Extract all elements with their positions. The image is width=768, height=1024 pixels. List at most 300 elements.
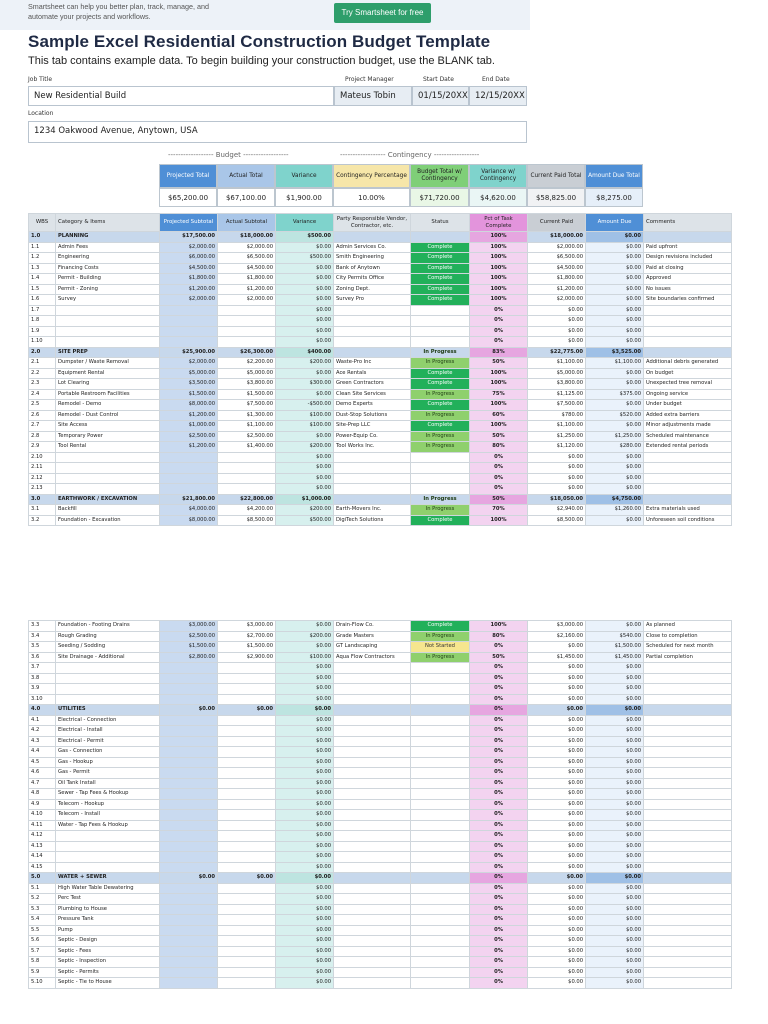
pct-cell[interactable]: 0% bbox=[470, 789, 528, 800]
variance-cell[interactable]: $0.00 bbox=[276, 284, 334, 295]
pct-cell[interactable]: 0% bbox=[470, 663, 528, 674]
actual-cell[interactable]: $8,500.00 bbox=[218, 515, 276, 526]
due-cell[interactable]: $0.00 bbox=[586, 862, 644, 873]
party-cell[interactable]: Dust-Stop Solutions bbox=[334, 410, 411, 421]
item-cell[interactable]: Septic - Inspection bbox=[56, 957, 160, 968]
paid-cell[interactable]: $0.00 bbox=[528, 810, 586, 821]
comments-cell[interactable] bbox=[644, 715, 732, 726]
comments-cell[interactable] bbox=[644, 862, 732, 873]
due-cell[interactable]: $0.00 bbox=[586, 316, 644, 327]
paid-cell[interactable]: $18,000.00 bbox=[528, 232, 586, 243]
pct-cell[interactable]: 0% bbox=[470, 768, 528, 779]
due-cell[interactable]: $0.00 bbox=[586, 946, 644, 957]
projected-cell[interactable]: $2,800.00 bbox=[160, 652, 218, 663]
due-cell[interactable]: $0.00 bbox=[586, 274, 644, 285]
comments-cell[interactable] bbox=[644, 757, 732, 768]
pct-cell[interactable]: 0% bbox=[470, 799, 528, 810]
wbs-cell[interactable]: 2.10 bbox=[29, 452, 56, 463]
item-cell[interactable]: Foundation - Footing Drains bbox=[56, 621, 160, 632]
variance-cell[interactable]: $0.00 bbox=[276, 642, 334, 653]
projected-cell[interactable] bbox=[160, 757, 218, 768]
item-cell[interactable]: Permit - Building bbox=[56, 274, 160, 285]
due-cell[interactable]: $0.00 bbox=[586, 915, 644, 926]
status-cell[interactable]: Not Started bbox=[411, 642, 470, 653]
due-cell[interactable]: $0.00 bbox=[586, 621, 644, 632]
due-cell[interactable]: $0.00 bbox=[586, 936, 644, 947]
due-cell[interactable]: $0.00 bbox=[586, 978, 644, 989]
paid-cell[interactable]: $780.00 bbox=[528, 410, 586, 421]
paid-cell[interactable]: $1,100.00 bbox=[528, 358, 586, 369]
actual-cell[interactable] bbox=[218, 978, 276, 989]
wbs-cell[interactable]: 2.1 bbox=[29, 358, 56, 369]
due-cell[interactable]: $0.00 bbox=[586, 473, 644, 484]
status-cell[interactable] bbox=[411, 810, 470, 821]
actual-cell[interactable]: $1,800.00 bbox=[218, 274, 276, 285]
item-cell[interactable] bbox=[56, 452, 160, 463]
comments-cell[interactable]: Paid at closing bbox=[644, 263, 732, 274]
item-cell[interactable]: Permit - Zoning bbox=[56, 284, 160, 295]
comments-cell[interactable] bbox=[644, 673, 732, 684]
comments-cell[interactable] bbox=[644, 316, 732, 327]
paid-cell[interactable]: $2,160.00 bbox=[528, 631, 586, 642]
party-cell[interactable] bbox=[334, 337, 411, 348]
party-cell[interactable] bbox=[334, 894, 411, 905]
item-cell[interactable]: Telecom - Hookup bbox=[56, 799, 160, 810]
projected-cell[interactable] bbox=[160, 726, 218, 737]
variance-cell[interactable]: $100.00 bbox=[276, 410, 334, 421]
status-cell[interactable] bbox=[411, 967, 470, 978]
item-cell[interactable]: Septic - Fees bbox=[56, 946, 160, 957]
comments-cell[interactable] bbox=[644, 726, 732, 737]
projected-cell[interactable] bbox=[160, 799, 218, 810]
item-cell[interactable]: Water - Tap Fees & Hookup bbox=[56, 820, 160, 831]
due-cell[interactable]: $280.00 bbox=[586, 442, 644, 453]
actual-cell[interactable] bbox=[218, 946, 276, 957]
party-cell[interactable] bbox=[334, 232, 411, 243]
comments-cell[interactable] bbox=[644, 305, 732, 316]
item-cell[interactable]: UTILITIES bbox=[56, 705, 160, 716]
actual-cell[interactable]: $18,000.00 bbox=[218, 232, 276, 243]
due-cell[interactable]: $1,250.00 bbox=[586, 431, 644, 442]
comments-cell[interactable] bbox=[644, 841, 732, 852]
projected-cell[interactable]: $4,000.00 bbox=[160, 505, 218, 516]
projected-cell[interactable] bbox=[160, 747, 218, 758]
due-cell[interactable]: $375.00 bbox=[586, 389, 644, 400]
pct-cell[interactable]: 100% bbox=[470, 368, 528, 379]
variance-cell[interactable]: $0.00 bbox=[276, 925, 334, 936]
item-cell[interactable]: SITE PREP bbox=[56, 347, 160, 358]
comments-cell[interactable]: As planned bbox=[644, 621, 732, 632]
due-cell[interactable]: $0.00 bbox=[586, 768, 644, 779]
paid-cell[interactable]: $0.00 bbox=[528, 936, 586, 947]
item-cell[interactable]: High Water Table Dewatering bbox=[56, 883, 160, 894]
item-cell[interactable]: Gas - Permit bbox=[56, 768, 160, 779]
pct-cell[interactable]: 0% bbox=[470, 484, 528, 495]
item-cell[interactable] bbox=[56, 862, 160, 873]
paid-cell[interactable]: $0.00 bbox=[528, 799, 586, 810]
actual-cell[interactable]: $4,500.00 bbox=[218, 263, 276, 274]
pct-cell[interactable]: 0% bbox=[470, 305, 528, 316]
actual-cell[interactable] bbox=[218, 841, 276, 852]
status-cell[interactable] bbox=[411, 862, 470, 873]
wbs-cell[interactable]: 4.4 bbox=[29, 747, 56, 758]
item-cell[interactable] bbox=[56, 852, 160, 863]
pct-cell[interactable]: 0% bbox=[470, 967, 528, 978]
projected-cell[interactable] bbox=[160, 673, 218, 684]
location-field[interactable]: 1234 Oakwood Avenue, Anytown, USA bbox=[28, 121, 527, 143]
variance-cell[interactable]: $0.00 bbox=[276, 862, 334, 873]
variance-cell[interactable]: $400.00 bbox=[276, 347, 334, 358]
due-cell[interactable]: $1,450.00 bbox=[586, 652, 644, 663]
actual-cell[interactable]: $1,500.00 bbox=[218, 389, 276, 400]
wbs-cell[interactable]: 4.15 bbox=[29, 862, 56, 873]
due-cell[interactable]: $0.00 bbox=[586, 305, 644, 316]
due-cell[interactable]: $0.00 bbox=[586, 957, 644, 968]
paid-cell[interactable]: $0.00 bbox=[528, 684, 586, 695]
wbs-cell[interactable]: 2.13 bbox=[29, 484, 56, 495]
status-cell[interactable] bbox=[411, 705, 470, 716]
variance-cell[interactable]: $0.00 bbox=[276, 831, 334, 842]
status-cell[interactable] bbox=[411, 894, 470, 905]
due-cell[interactable]: $0.00 bbox=[586, 663, 644, 674]
wbs-cell[interactable]: 3.9 bbox=[29, 684, 56, 695]
actual-cell[interactable]: $2,200.00 bbox=[218, 358, 276, 369]
due-cell[interactable]: $0.00 bbox=[586, 831, 644, 842]
end-date-field[interactable]: 12/15/20XX bbox=[469, 86, 527, 106]
variance-cell[interactable]: $0.00 bbox=[276, 957, 334, 968]
party-cell[interactable] bbox=[334, 789, 411, 800]
status-cell[interactable] bbox=[411, 694, 470, 705]
projected-cell[interactable]: $3,000.00 bbox=[160, 621, 218, 632]
comments-cell[interactable] bbox=[644, 978, 732, 989]
pct-cell[interactable]: 50% bbox=[470, 652, 528, 663]
projected-cell[interactable]: $2,000.00 bbox=[160, 358, 218, 369]
due-cell[interactable]: $0.00 bbox=[586, 515, 644, 526]
status-cell[interactable] bbox=[411, 778, 470, 789]
actual-cell[interactable] bbox=[218, 736, 276, 747]
due-cell[interactable]: $0.00 bbox=[586, 925, 644, 936]
projected-cell[interactable] bbox=[160, 841, 218, 852]
comments-cell[interactable] bbox=[644, 494, 732, 505]
actual-cell[interactable] bbox=[218, 820, 276, 831]
wbs-cell[interactable]: 5.7 bbox=[29, 946, 56, 957]
paid-cell[interactable]: $7,500.00 bbox=[528, 400, 586, 411]
pct-cell[interactable]: 100% bbox=[470, 621, 528, 632]
paid-cell[interactable]: $0.00 bbox=[528, 904, 586, 915]
due-cell[interactable]: $0.00 bbox=[586, 726, 644, 737]
item-cell[interactable]: Gas - Hookup bbox=[56, 757, 160, 768]
variance-cell[interactable]: $0.00 bbox=[276, 820, 334, 831]
item-cell[interactable]: Perc Test bbox=[56, 894, 160, 905]
variance-cell[interactable]: $100.00 bbox=[276, 652, 334, 663]
item-cell[interactable] bbox=[56, 463, 160, 474]
projected-cell[interactable] bbox=[160, 852, 218, 863]
status-cell[interactable]: Complete bbox=[411, 274, 470, 285]
party-cell[interactable] bbox=[334, 957, 411, 968]
pct-cell[interactable]: 0% bbox=[470, 747, 528, 758]
due-cell[interactable]: $0.00 bbox=[586, 484, 644, 495]
party-cell[interactable] bbox=[334, 820, 411, 831]
due-cell[interactable]: $0.00 bbox=[586, 337, 644, 348]
pct-cell[interactable]: 75% bbox=[470, 389, 528, 400]
status-cell[interactable] bbox=[411, 768, 470, 779]
status-cell[interactable] bbox=[411, 757, 470, 768]
party-cell[interactable] bbox=[334, 946, 411, 957]
paid-cell[interactable]: $0.00 bbox=[528, 673, 586, 684]
actual-cell[interactable] bbox=[218, 473, 276, 484]
party-cell[interactable] bbox=[334, 883, 411, 894]
item-cell[interactable]: Engineering bbox=[56, 253, 160, 264]
actual-cell[interactable]: $26,300.00 bbox=[218, 347, 276, 358]
variance-cell[interactable]: $500.00 bbox=[276, 515, 334, 526]
job-title-field[interactable]: New Residential Build bbox=[28, 86, 334, 106]
projected-cell[interactable]: $1,200.00 bbox=[160, 410, 218, 421]
actual-cell[interactable] bbox=[218, 757, 276, 768]
item-cell[interactable]: Pump bbox=[56, 925, 160, 936]
comments-cell[interactable] bbox=[644, 232, 732, 243]
projected-cell[interactable] bbox=[160, 978, 218, 989]
comments-cell[interactable] bbox=[644, 694, 732, 705]
party-cell[interactable] bbox=[334, 726, 411, 737]
item-cell[interactable]: Foundation - Excavation bbox=[56, 515, 160, 526]
pct-cell[interactable]: 0% bbox=[470, 452, 528, 463]
projected-cell[interactable]: $1,200.00 bbox=[160, 442, 218, 453]
due-cell[interactable]: $0.00 bbox=[586, 799, 644, 810]
party-cell[interactable] bbox=[334, 715, 411, 726]
projected-cell[interactable] bbox=[160, 452, 218, 463]
party-cell[interactable]: Aqua Flow Contractors bbox=[334, 652, 411, 663]
item-cell[interactable]: WATER + SEWER bbox=[56, 873, 160, 884]
due-cell[interactable]: $0.00 bbox=[586, 967, 644, 978]
item-cell[interactable]: Temporary Power bbox=[56, 431, 160, 442]
status-cell[interactable]: Complete bbox=[411, 621, 470, 632]
due-cell[interactable]: $0.00 bbox=[586, 684, 644, 695]
wbs-cell[interactable]: 2.5 bbox=[29, 400, 56, 411]
actual-cell[interactable] bbox=[218, 904, 276, 915]
party-cell[interactable] bbox=[334, 736, 411, 747]
status-cell[interactable] bbox=[411, 852, 470, 863]
projected-cell[interactable] bbox=[160, 663, 218, 674]
paid-cell[interactable]: $0.00 bbox=[528, 726, 586, 737]
variance-cell[interactable]: $0.00 bbox=[276, 799, 334, 810]
actual-cell[interactable]: $4,200.00 bbox=[218, 505, 276, 516]
item-cell[interactable] bbox=[56, 694, 160, 705]
status-cell[interactable] bbox=[411, 841, 470, 852]
pct-cell[interactable]: 0% bbox=[470, 925, 528, 936]
actual-cell[interactable] bbox=[218, 778, 276, 789]
status-cell[interactable] bbox=[411, 873, 470, 884]
wbs-cell[interactable]: 4.6 bbox=[29, 768, 56, 779]
projected-cell[interactable] bbox=[160, 925, 218, 936]
due-cell[interactable]: $0.00 bbox=[586, 379, 644, 390]
variance-cell[interactable]: $0.00 bbox=[276, 274, 334, 285]
party-cell[interactable]: Zoning Dept. bbox=[334, 284, 411, 295]
party-cell[interactable] bbox=[334, 463, 411, 474]
item-cell[interactable]: Electrical - Connection bbox=[56, 715, 160, 726]
comments-cell[interactable] bbox=[644, 326, 732, 337]
wbs-cell[interactable]: 3.0 bbox=[29, 494, 56, 505]
actual-cell[interactable] bbox=[218, 673, 276, 684]
projected-cell[interactable] bbox=[160, 831, 218, 842]
paid-cell[interactable]: $1,250.00 bbox=[528, 431, 586, 442]
paid-cell[interactable]: $1,100.00 bbox=[528, 421, 586, 432]
party-cell[interactable]: Site-Prep LLC bbox=[334, 421, 411, 432]
projected-cell[interactable]: $2,000.00 bbox=[160, 242, 218, 253]
party-cell[interactable] bbox=[334, 663, 411, 674]
variance-cell[interactable]: $0.00 bbox=[276, 337, 334, 348]
pct-cell[interactable]: 50% bbox=[470, 431, 528, 442]
comments-cell[interactable] bbox=[644, 883, 732, 894]
pct-cell[interactable]: 0% bbox=[470, 957, 528, 968]
project-manager-field[interactable]: Mateus Tobin bbox=[334, 86, 412, 106]
paid-cell[interactable]: $1,200.00 bbox=[528, 284, 586, 295]
wbs-cell[interactable]: 3.7 bbox=[29, 663, 56, 674]
status-cell[interactable] bbox=[411, 915, 470, 926]
status-cell[interactable]: In Progress bbox=[411, 652, 470, 663]
party-cell[interactable] bbox=[334, 915, 411, 926]
status-cell[interactable] bbox=[411, 673, 470, 684]
comments-cell[interactable] bbox=[644, 894, 732, 905]
paid-cell[interactable]: $1,125.00 bbox=[528, 389, 586, 400]
actual-cell[interactable]: $7,500.00 bbox=[218, 400, 276, 411]
pct-cell[interactable]: 50% bbox=[470, 494, 528, 505]
actual-cell[interactable] bbox=[218, 925, 276, 936]
comments-cell[interactable]: Scheduled maintenance bbox=[644, 431, 732, 442]
status-cell[interactable] bbox=[411, 463, 470, 474]
paid-cell[interactable]: $2,940.00 bbox=[528, 505, 586, 516]
variance-cell[interactable]: $0.00 bbox=[276, 705, 334, 716]
party-cell[interactable] bbox=[334, 705, 411, 716]
paid-cell[interactable]: $0.00 bbox=[528, 946, 586, 957]
party-cell[interactable] bbox=[334, 873, 411, 884]
variance-cell[interactable]: $0.00 bbox=[276, 326, 334, 337]
status-cell[interactable] bbox=[411, 305, 470, 316]
comments-cell[interactable] bbox=[644, 473, 732, 484]
wbs-cell[interactable]: 3.10 bbox=[29, 694, 56, 705]
party-cell[interactable] bbox=[334, 799, 411, 810]
comments-cell[interactable]: Minor adjustments made bbox=[644, 421, 732, 432]
comments-cell[interactable] bbox=[644, 347, 732, 358]
pct-cell[interactable]: 80% bbox=[470, 442, 528, 453]
pct-cell[interactable]: 0% bbox=[470, 705, 528, 716]
party-cell[interactable] bbox=[334, 778, 411, 789]
pct-cell[interactable]: 0% bbox=[470, 715, 528, 726]
actual-cell[interactable] bbox=[218, 694, 276, 705]
variance-cell[interactable]: $0.00 bbox=[276, 810, 334, 821]
comments-cell[interactable]: Site boundaries confirmed bbox=[644, 295, 732, 306]
paid-cell[interactable]: $4,500.00 bbox=[528, 263, 586, 274]
due-cell[interactable]: $0.00 bbox=[586, 253, 644, 264]
actual-cell[interactable]: $1,500.00 bbox=[218, 642, 276, 653]
variance-cell[interactable]: $0.00 bbox=[276, 883, 334, 894]
paid-cell[interactable]: $0.00 bbox=[528, 820, 586, 831]
status-cell[interactable] bbox=[411, 736, 470, 747]
wbs-cell[interactable]: 5.10 bbox=[29, 978, 56, 989]
item-cell[interactable]: Gas - Connection bbox=[56, 747, 160, 758]
projected-cell[interactable] bbox=[160, 316, 218, 327]
variance-cell[interactable]: $200.00 bbox=[276, 505, 334, 516]
variance-cell[interactable]: $0.00 bbox=[276, 452, 334, 463]
wbs-cell[interactable]: 2.11 bbox=[29, 463, 56, 474]
due-cell[interactable]: $540.00 bbox=[586, 631, 644, 642]
item-cell[interactable] bbox=[56, 316, 160, 327]
party-cell[interactable] bbox=[334, 452, 411, 463]
status-cell[interactable] bbox=[411, 936, 470, 947]
comments-cell[interactable]: Approved bbox=[644, 274, 732, 285]
comments-cell[interactable]: Paid upfront bbox=[644, 242, 732, 253]
item-cell[interactable]: Pressure Tank bbox=[56, 915, 160, 926]
party-cell[interactable]: Green Contractors bbox=[334, 379, 411, 390]
variance-cell[interactable]: $0.00 bbox=[276, 684, 334, 695]
projected-cell[interactable]: $2,500.00 bbox=[160, 631, 218, 642]
party-cell[interactable] bbox=[334, 694, 411, 705]
wbs-cell[interactable]: 3.4 bbox=[29, 631, 56, 642]
pct-cell[interactable]: 0% bbox=[470, 883, 528, 894]
actual-cell[interactable] bbox=[218, 915, 276, 926]
variance-cell[interactable]: $200.00 bbox=[276, 358, 334, 369]
item-cell[interactable] bbox=[56, 831, 160, 842]
paid-cell[interactable]: $0.00 bbox=[528, 694, 586, 705]
party-cell[interactable]: Smith Engineering bbox=[334, 253, 411, 264]
wbs-cell[interactable]: 5.2 bbox=[29, 894, 56, 905]
pct-cell[interactable]: 0% bbox=[470, 946, 528, 957]
variance-cell[interactable]: $200.00 bbox=[276, 631, 334, 642]
actual-cell[interactable]: $1,200.00 bbox=[218, 284, 276, 295]
pct-cell[interactable]: 0% bbox=[470, 820, 528, 831]
item-cell[interactable] bbox=[56, 663, 160, 674]
paid-cell[interactable]: $1,800.00 bbox=[528, 274, 586, 285]
paid-cell[interactable]: $8,500.00 bbox=[528, 515, 586, 526]
wbs-cell[interactable]: 4.9 bbox=[29, 799, 56, 810]
party-cell[interactable] bbox=[334, 831, 411, 842]
status-cell[interactable]: Complete bbox=[411, 379, 470, 390]
wbs-cell[interactable]: 4.1 bbox=[29, 715, 56, 726]
variance-cell[interactable]: $0.00 bbox=[276, 242, 334, 253]
actual-cell[interactable] bbox=[218, 810, 276, 821]
status-cell[interactable]: Complete bbox=[411, 284, 470, 295]
variance-cell[interactable]: $0.00 bbox=[276, 316, 334, 327]
wbs-cell[interactable]: 1.5 bbox=[29, 284, 56, 295]
due-cell[interactable]: $0.00 bbox=[586, 705, 644, 716]
wbs-cell[interactable]: 3.2 bbox=[29, 515, 56, 526]
comments-cell[interactable] bbox=[644, 778, 732, 789]
pct-cell[interactable]: 0% bbox=[470, 757, 528, 768]
actual-cell[interactable] bbox=[218, 463, 276, 474]
pct-cell[interactable]: 60% bbox=[470, 410, 528, 421]
projected-cell[interactable] bbox=[160, 862, 218, 873]
comments-cell[interactable] bbox=[644, 810, 732, 821]
comments-cell[interactable]: Unexpected tree removal bbox=[644, 379, 732, 390]
item-cell[interactable]: Survey bbox=[56, 295, 160, 306]
due-cell[interactable]: $0.00 bbox=[586, 820, 644, 831]
due-cell[interactable]: $0.00 bbox=[586, 295, 644, 306]
actual-cell[interactable] bbox=[218, 316, 276, 327]
variance-cell[interactable]: $0.00 bbox=[276, 389, 334, 400]
item-cell[interactable]: Septic - Tie to House bbox=[56, 978, 160, 989]
variance-cell[interactable]: $0.00 bbox=[276, 757, 334, 768]
variance-cell[interactable]: $0.00 bbox=[276, 726, 334, 737]
due-cell[interactable]: $0.00 bbox=[586, 736, 644, 747]
pct-cell[interactable]: 0% bbox=[470, 915, 528, 926]
projected-cell[interactable]: $1,000.00 bbox=[160, 421, 218, 432]
actual-cell[interactable]: $3,000.00 bbox=[218, 621, 276, 632]
wbs-cell[interactable]: 1.3 bbox=[29, 263, 56, 274]
paid-cell[interactable]: $0.00 bbox=[528, 757, 586, 768]
variance-cell[interactable]: $0.00 bbox=[276, 736, 334, 747]
due-cell[interactable]: $0.00 bbox=[586, 841, 644, 852]
status-cell[interactable]: Complete bbox=[411, 253, 470, 264]
variance-cell[interactable]: $0.00 bbox=[276, 946, 334, 957]
